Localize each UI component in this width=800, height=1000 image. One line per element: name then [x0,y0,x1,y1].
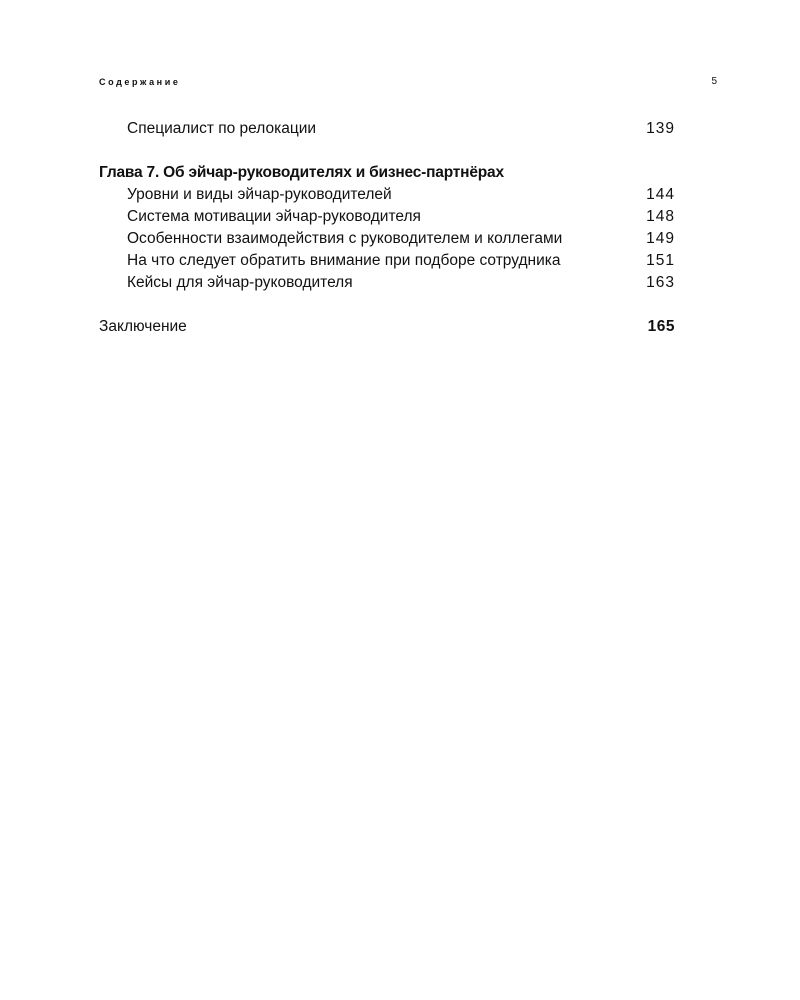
toc-entry-page: 144 [646,186,675,203]
toc-spacer [99,140,675,162]
toc-entry-page: 148 [646,208,675,225]
toc-entry-page: 139 [646,120,675,137]
toc-entry-relocation-specialist [99,118,675,140]
toc-entry-page: 163 [646,274,675,291]
toc-entry-title: Особенности взаимодействия с руководителем и коллегами [127,230,563,247]
toc-spacer [99,294,675,316]
running-title: Содержание [99,77,181,87]
toc-entry [99,184,675,206]
toc-entry [99,228,675,250]
toc-entry-page: 149 [646,230,675,247]
toc-entry [99,272,675,294]
toc-entry-page: 165 [647,318,675,335]
toc-entry-title: Уровни и виды эйчар-руководителей [127,186,392,203]
toc-entry [99,206,675,228]
table-of-contents [99,118,675,338]
toc-entry-title: Кейсы для эйчар-руководителя [127,274,353,291]
toc-entry-page: 151 [646,252,675,269]
toc-entry-title: На что следует обратить внимание при подборе сотрудника [127,252,561,269]
toc-entry-title: Специалист по релокации [127,120,317,137]
running-header [99,76,717,90]
toc-entry-title: Система мотивации эйчар-руководителя [127,208,421,225]
toc-chapter-7-heading [99,162,675,184]
page-number: 5 [711,76,717,87]
toc-entry [99,250,675,272]
toc-entry-conclusion [99,316,675,338]
toc-entry-title: Заключение [99,318,187,335]
toc-chapter-title: Глава 7. Об эйчар-руководителях и бизнес-партнёрах [99,164,504,181]
